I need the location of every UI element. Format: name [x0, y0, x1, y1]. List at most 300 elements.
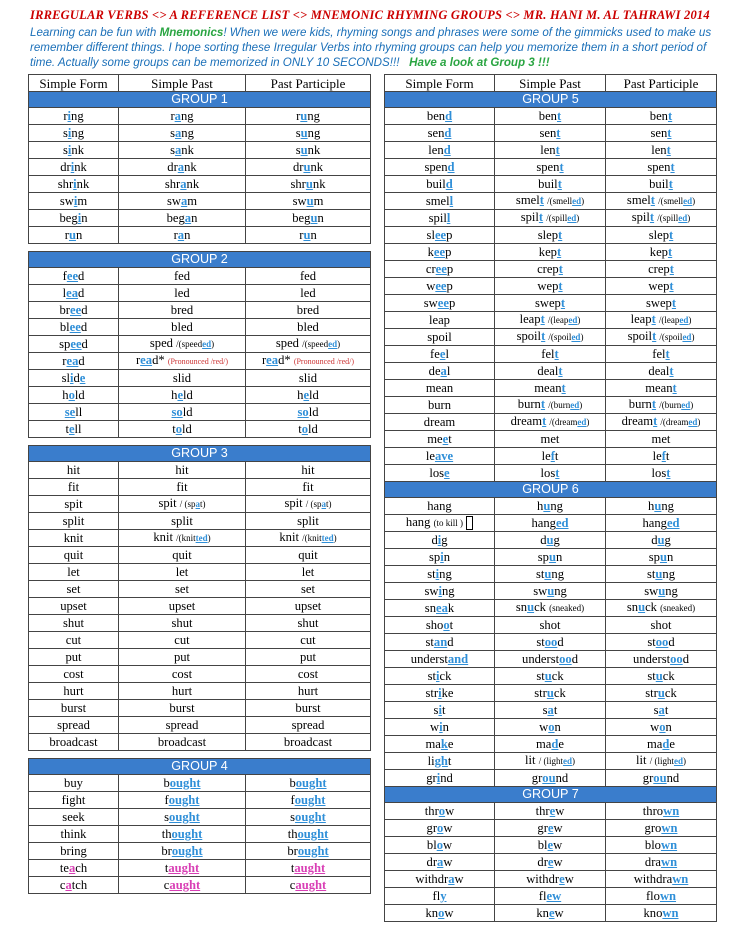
group-spacer-cell — [29, 751, 371, 759]
simple-form-cell: sweep — [385, 295, 495, 312]
past-participle-cell: felt — [606, 346, 717, 363]
form-note: /(leaped) — [658, 315, 692, 325]
simple-form-cell: strike — [385, 685, 495, 702]
past-participle-cell: kept — [606, 244, 717, 261]
highlighted-letters: s — [64, 404, 70, 419]
past-participle-cell: cut — [246, 632, 371, 649]
simple-past-cell: stood — [495, 634, 606, 651]
verb-row — [29, 268, 371, 285]
verb-row — [29, 336, 371, 353]
past-participle-cell: run — [246, 227, 371, 244]
simple-past-cell: dealt — [495, 363, 606, 380]
highlighted-letters: ed — [682, 332, 692, 342]
highlighted-letters: e — [548, 905, 555, 920]
form-note: /(spoiled) — [659, 332, 695, 342]
verb-row — [29, 632, 371, 649]
past-participle-cell: bought — [246, 775, 371, 792]
past-participle-cell: dealt — [606, 363, 717, 380]
simple-past-cell: bled — [119, 319, 246, 336]
past-participle-cell: thrown — [606, 803, 717, 820]
highlighted-letters: ee — [70, 336, 82, 351]
highlighted-letters: wn — [659, 888, 677, 903]
simple-past-cell: put — [119, 649, 246, 666]
highlighted-letters: a — [177, 159, 185, 174]
group-title: GROUP 2 — [29, 252, 371, 268]
highlighted-letters: i — [77, 210, 82, 225]
highlighted-letters: d — [447, 159, 455, 174]
form-note: / (spat) — [179, 499, 206, 509]
simple-form-cell: smell — [385, 193, 495, 210]
verb-row — [29, 734, 371, 751]
highlighted-letters: u — [659, 549, 667, 564]
past-participle-cell: spread — [246, 717, 371, 734]
form-note: /(smelled) — [658, 196, 696, 206]
intro-text: Learning can be fun with — [30, 26, 160, 39]
simple-form-cell: cut — [29, 632, 119, 649]
simple-form-cell: hold — [29, 387, 119, 404]
past-participle-cell: brought — [246, 843, 371, 860]
highlighted-letters: t — [556, 125, 561, 140]
simple-past-cell: swung — [495, 583, 606, 600]
highlighted-letters: e — [547, 837, 554, 852]
group-header-row — [29, 92, 371, 108]
highlighted-letters: a — [180, 193, 188, 208]
simple-form-cell: slide — [29, 370, 119, 387]
past-participle-cell: thought — [246, 826, 371, 843]
simple-form-cell: sleep — [385, 227, 495, 244]
simple-form-cell: weep — [385, 278, 495, 295]
past-participle-cell: sunk — [246, 142, 371, 159]
simple-form-cell: understand — [385, 651, 495, 668]
simple-past-cell: dreamt /(dreamed) — [495, 414, 606, 431]
verb-row — [385, 566, 717, 583]
verb-row — [29, 513, 371, 530]
verb-row — [29, 496, 371, 513]
highlighted-letters: oo — [544, 634, 558, 649]
verb-row — [385, 346, 717, 363]
highlighted-letters: d — [444, 125, 452, 140]
simple-past-cell: dug — [495, 532, 606, 549]
highlighted-letters: i — [70, 370, 74, 385]
simple-past-cell: kept — [495, 244, 606, 261]
highlighted-letters: i — [73, 193, 78, 208]
simple-form-cell: creep — [385, 261, 495, 278]
verb-row — [29, 370, 371, 387]
highlighted-letters: u — [300, 142, 308, 157]
verb-row — [385, 465, 717, 482]
past-participle-cell: set — [246, 581, 371, 598]
group-spacer — [29, 244, 371, 252]
past-participle-cell: slid — [246, 370, 371, 387]
past-participle-cell: told — [246, 421, 371, 438]
verb-row — [385, 753, 717, 770]
highlighted-letters: ed — [679, 315, 689, 325]
highlighted-letters: ed — [567, 213, 577, 223]
group-title: GROUP 5 — [385, 92, 717, 108]
simple-past-cell: slid — [119, 370, 246, 387]
verb-row — [29, 479, 371, 496]
simple-past-cell: sought — [119, 809, 246, 826]
verb-row — [385, 905, 717, 922]
highlighted-letters: a — [180, 176, 187, 191]
highlighted-letters: ea — [140, 353, 153, 367]
simple-past-cell: fed — [119, 268, 246, 285]
highlighted-letters: d — [551, 736, 559, 751]
simple-past-cell: lent — [495, 142, 606, 159]
simple-past-cell: snuck (sneaked) — [495, 600, 606, 617]
highlighted-letters: u — [547, 583, 555, 598]
simple-past-cell: flew — [495, 888, 606, 905]
highlighted-letters: an — [433, 634, 448, 649]
simple-form-cell: spit — [29, 496, 119, 513]
simple-past-cell: slept — [495, 227, 606, 244]
verb-row — [29, 142, 371, 159]
verb-row — [385, 176, 717, 193]
verb-row — [29, 700, 371, 717]
simple-form-cell: dig — [385, 532, 495, 549]
verb-row — [385, 549, 717, 566]
simple-past-cell: bent — [495, 108, 606, 125]
past-participle-cell: blown — [606, 837, 717, 854]
highlighted-letters: t — [561, 380, 566, 395]
simple-past-cell: hanged — [495, 515, 606, 532]
highlighted-letters: o — [302, 404, 309, 419]
column-header: Simple Past — [119, 75, 246, 92]
highlighted-letters: t — [558, 363, 563, 378]
highlighted-letters: t — [669, 227, 674, 242]
highlighted-letters: ew — [546, 888, 562, 903]
highlighted-letters: t — [670, 159, 675, 174]
simple-form-cell: swing — [385, 583, 495, 600]
verb-row — [29, 227, 371, 244]
simple-past-cell: read* (Pronounced /red/) — [119, 353, 246, 370]
verb-row — [385, 837, 717, 854]
simple-form-cell: keep — [385, 244, 495, 261]
past-participle-cell: dreamt /(dreamed) — [606, 414, 717, 431]
column-header-row — [385, 75, 717, 92]
simple-past-cell: spit / (spat) — [119, 496, 246, 513]
past-participle-cell: lit / (lighted) — [606, 753, 717, 770]
simple-form-cell: grow — [385, 820, 495, 837]
highlighted-letters: ought — [295, 775, 327, 790]
simple-past-cell: rang — [119, 108, 246, 125]
simple-form-cell: deal — [385, 363, 495, 380]
past-participle-cell: let — [246, 564, 371, 581]
form-note: / (spat) — [305, 499, 332, 509]
highlighted-letters: t — [669, 278, 674, 293]
simple-form-cell: buy — [29, 775, 119, 792]
mnemonics-word: Mnemonics — [159, 26, 224, 39]
simple-past-cell: lost — [495, 465, 606, 482]
highlighted-letters: ed — [555, 515, 569, 530]
past-participle-cell: slept — [606, 227, 717, 244]
past-participle-cell: sung — [246, 125, 371, 142]
highlighted-letters: ee — [69, 319, 81, 334]
verb-row — [29, 547, 371, 564]
highlighted-letters: a — [65, 877, 72, 892]
highlighted-letters: t — [540, 397, 546, 411]
highlighted-letters: u — [657, 685, 665, 700]
simple-form-cell: spin — [385, 549, 495, 566]
simple-form-cell: sting — [385, 566, 495, 583]
highlighted-letters: u — [657, 532, 665, 547]
highlighted-letters: e — [547, 820, 554, 835]
form-note: /(knitted) — [176, 533, 211, 543]
simple-past-cell: shut — [119, 615, 246, 632]
past-participle-cell: snuck (sneaked) — [606, 600, 717, 617]
simple-past-cell: left — [495, 448, 606, 465]
past-participle-cell: burnt /(burned) — [606, 397, 717, 414]
highlighted-letters: ought — [168, 792, 200, 807]
highlighted-letters: wn — [660, 854, 678, 869]
simple-form-cell: shut — [29, 615, 119, 632]
highlighted-letters: u — [306, 193, 314, 208]
simple-form-cell: draw — [385, 854, 495, 871]
highlighted-letters: t — [558, 227, 563, 242]
form-note: /(leaped) — [547, 315, 581, 325]
highlighted-letters: a — [195, 499, 201, 509]
simple-past-cell: burnt /(burned) — [495, 397, 606, 414]
highlighted-letters: t — [653, 414, 658, 428]
simple-form-cell: mean — [385, 380, 495, 397]
column-header: Simple Past — [495, 75, 606, 92]
highlighted-letters: ed — [562, 756, 572, 766]
highlighted-letters: aught — [169, 877, 201, 892]
past-participle-cell: cost — [246, 666, 371, 683]
simple-past-cell: shrank — [119, 176, 246, 193]
verb-row — [385, 295, 717, 312]
highlighted-letters: ought — [169, 775, 201, 790]
past-participle-cell: hurt — [246, 683, 371, 700]
highlighted-letters: s — [171, 404, 177, 419]
verb-row — [385, 617, 717, 634]
form-note: /(smelled) — [547, 196, 585, 206]
highlighted-letters: a — [440, 363, 447, 378]
pronunciation-note: (Pronounced /red/) — [167, 357, 229, 366]
simple-past-cell: shot — [495, 617, 606, 634]
highlighted-letters: u — [303, 227, 311, 242]
highlighted-letters: a — [547, 702, 554, 717]
simple-form-cell: dream — [385, 414, 495, 431]
highlighted-letters: t — [556, 244, 562, 259]
simple-form-cell: burst — [29, 700, 119, 717]
column-header: Past Participle — [246, 75, 371, 92]
verb-row — [29, 159, 371, 176]
verb-row — [29, 564, 371, 581]
simple-past-cell: smelt /(smelled) — [495, 193, 606, 210]
highlighted-letters: ed — [572, 196, 582, 206]
highlighted-letters: u — [654, 498, 662, 513]
highlighted-letters: u — [655, 566, 663, 581]
left-verb-table — [28, 74, 371, 894]
verb-row — [29, 176, 371, 193]
highlighted-letters: s — [297, 404, 303, 419]
group-title: GROUP 6 — [385, 482, 717, 498]
highlighted-letters: t — [652, 329, 657, 343]
group-header-row — [385, 92, 717, 108]
simple-past-cell: met — [495, 431, 606, 448]
group-spacer — [29, 438, 371, 446]
verb-row — [385, 227, 717, 244]
highlighted-letters: ee — [435, 261, 447, 276]
right-table-body — [385, 75, 717, 922]
highlighted-letters: u — [310, 210, 318, 225]
simple-form-cell: speed — [29, 336, 119, 353]
verb-row — [385, 871, 717, 888]
verb-row — [29, 319, 371, 336]
past-participle-cell: lost — [606, 465, 717, 482]
intro-paragraph — [30, 25, 720, 71]
highlighted-letters: u — [548, 549, 556, 564]
past-participle-cell: sought — [246, 809, 371, 826]
past-participle-cell: spilt /(spilled) — [606, 210, 717, 227]
verb-row — [385, 431, 717, 448]
simple-past-cell: thought — [119, 826, 246, 843]
simple-past-cell: stung — [495, 566, 606, 583]
simple-past-cell: struck — [495, 685, 606, 702]
simple-form-cell: knit — [29, 530, 119, 547]
highlighted-letters: ought — [171, 826, 203, 841]
simple-past-cell: made — [495, 736, 606, 753]
highlighted-letters: i — [438, 685, 442, 700]
past-participle-cell: spit / (spat) — [246, 496, 371, 513]
highlighted-letters: e — [559, 871, 565, 886]
verb-row — [385, 448, 717, 465]
past-participle-cell: flown — [606, 888, 717, 905]
verb-row — [385, 397, 717, 414]
simple-past-cell: broadcast — [119, 734, 246, 751]
highlighted-letters: o — [548, 719, 555, 734]
right-verb-table — [384, 74, 717, 922]
group-title: GROUP 3 — [29, 446, 371, 462]
simple-past-cell: hurt — [119, 683, 246, 700]
past-participle-cell: caught — [246, 877, 371, 894]
highlighted-letters: ee — [434, 227, 447, 242]
highlighted-letters: i — [67, 142, 72, 157]
verb-row — [385, 532, 717, 549]
column-header-row — [29, 75, 371, 92]
verb-row — [385, 142, 717, 159]
simple-form-cell: let — [29, 564, 119, 581]
group-header-row — [29, 446, 371, 462]
past-participle-cell: knit /(knitted) — [246, 530, 371, 547]
simple-form-cell: sneak — [385, 600, 495, 617]
verb-row — [385, 159, 717, 176]
past-participle-cell: broadcast — [246, 734, 371, 751]
past-participle-cell: shot — [606, 617, 717, 634]
highlighted-letters: o — [438, 905, 445, 920]
highlighted-letters: ave — [434, 448, 454, 463]
simple-form-cell: make — [385, 736, 495, 753]
past-participle-cell: spun — [606, 549, 717, 566]
simple-form-cell: bleed — [29, 319, 119, 336]
past-participle-cell: hung — [606, 498, 717, 515]
simple-form-cell: spend — [385, 159, 495, 176]
highlighted-letters: u — [300, 125, 308, 140]
simple-form-cell: broadcast — [29, 734, 119, 751]
past-participle-cell: wept — [606, 278, 717, 295]
past-participle-cell: fed — [246, 268, 371, 285]
highlighted-letters: i — [436, 668, 440, 683]
verb-row — [29, 615, 371, 632]
highlighted-letters: t — [558, 278, 563, 293]
form-note: /(burned) — [548, 400, 583, 410]
highlighted-letters: t — [557, 176, 562, 191]
simple-past-cell: spent — [495, 159, 606, 176]
verb-row — [385, 702, 717, 719]
highlighted-letters: u — [658, 583, 666, 598]
simple-form-cell: upset — [29, 598, 119, 615]
simple-past-cell: understood — [495, 651, 606, 668]
highlighted-letters: e — [549, 803, 556, 818]
simple-past-cell: bought — [119, 775, 246, 792]
pronunciation-note: (Pronounced /red/) — [293, 357, 355, 366]
simple-form-cell: hang (to kill ) — [385, 515, 495, 532]
highlighted-letters: t — [671, 295, 677, 310]
verb-row — [29, 108, 371, 125]
simple-past-cell: stuck — [495, 668, 606, 685]
past-participle-cell: leapt /(leaped) — [606, 312, 717, 329]
verb-row — [385, 820, 717, 837]
highlighted-letters: e — [444, 465, 450, 480]
past-participle-cell: met — [606, 431, 717, 448]
highlighted-letters: i — [67, 125, 72, 140]
highlighted-letters: ea — [66, 285, 79, 300]
past-participle-cell: rung — [246, 108, 371, 125]
verb-row — [29, 717, 371, 734]
verb-row — [29, 775, 371, 792]
simple-past-cell: ground — [495, 770, 606, 787]
highlighted-letters: i — [73, 176, 77, 191]
highlighted-letters: ed — [577, 417, 587, 427]
past-participle-cell: fit — [246, 479, 371, 496]
highlighted-letters: ea — [66, 353, 79, 368]
simple-form-cell: split — [29, 513, 119, 530]
form-note: /(spilled) — [657, 213, 691, 223]
simple-form-cell: sit — [385, 702, 495, 719]
form-note: (sneaked) — [660, 603, 696, 613]
simple-past-cell: hung — [495, 498, 606, 515]
highlighted-letters: ou — [653, 770, 667, 785]
past-participle-cell: hit — [246, 462, 371, 479]
past-participle-cell: built — [606, 176, 717, 193]
simple-form-cell: hurt — [29, 683, 119, 700]
highlighted-letters: a — [448, 871, 455, 886]
past-participle-cell: stood — [606, 634, 717, 651]
highlighted-letters: t — [538, 210, 544, 224]
verb-row — [385, 736, 717, 753]
simple-form-cell: throw — [385, 803, 495, 820]
highlighted-letters: o — [301, 421, 308, 436]
simple-past-cell: meant — [495, 380, 606, 397]
verb-row — [29, 809, 371, 826]
simple-form-cell: begin — [29, 210, 119, 227]
past-participle-cell: won — [606, 719, 717, 736]
highlighted-letters: ea — [436, 600, 448, 615]
simple-past-cell: sank — [119, 142, 246, 159]
highlighted-letters: u — [546, 532, 554, 547]
group-spacer-cell — [29, 244, 371, 252]
highlighted-letters: e — [177, 387, 184, 402]
highlighted-letters: ed — [666, 515, 680, 530]
verb-row — [385, 363, 717, 380]
highlighted-letters: t — [555, 142, 560, 157]
highlighted-letters: t — [542, 414, 547, 428]
verb-row — [29, 683, 371, 700]
group-title: GROUP 7 — [385, 787, 717, 803]
highlighted-letters: ee — [66, 268, 79, 283]
simple-form-cell: sink — [29, 142, 119, 159]
